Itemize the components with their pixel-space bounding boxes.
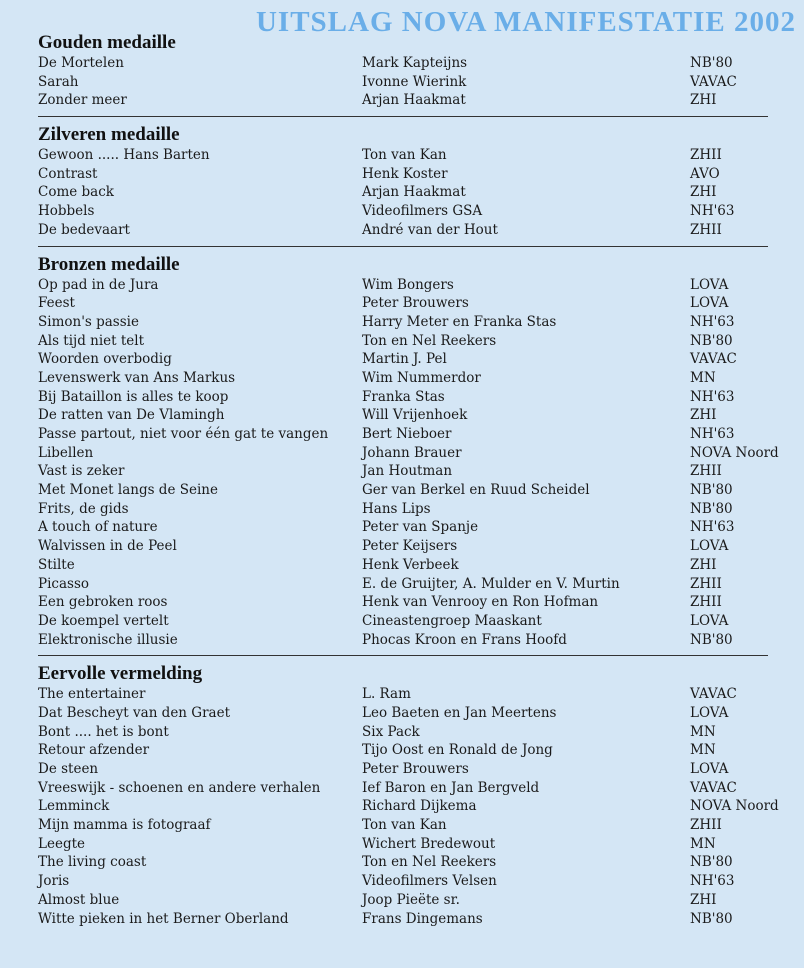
film-title: Lemminck xyxy=(38,798,110,815)
film-title: De koempel vertelt xyxy=(38,612,169,629)
film-title: Als tijd niet telt xyxy=(38,332,145,349)
film-club: NB'80 xyxy=(690,482,733,499)
film-club: NH'63 xyxy=(690,873,735,890)
film-maker: Johann Brauer xyxy=(362,444,462,461)
table-row xyxy=(38,556,768,575)
table-row xyxy=(38,73,768,92)
film-title: The entertainer xyxy=(38,686,146,703)
table-row xyxy=(38,779,768,798)
film-maker: Frans Dingemans xyxy=(362,910,483,927)
page-title: UITSLAG NOVA MANIFESTATIE 2002 xyxy=(255,6,796,38)
film-title: Joris xyxy=(38,873,70,890)
section-divider xyxy=(38,655,768,656)
film-club: ZHII xyxy=(690,575,722,592)
table-row xyxy=(38,593,768,612)
film-club: NB'80 xyxy=(690,910,733,927)
film-club: NOVA Noord xyxy=(690,798,779,815)
film-title: Almost blue xyxy=(38,891,120,908)
film-club: ZHI xyxy=(690,184,717,201)
section-gouden-medaille xyxy=(38,32,768,110)
table-row xyxy=(38,462,768,481)
film-maker: André van der Hout xyxy=(362,221,498,238)
film-maker: Peter van Spanje xyxy=(362,519,479,536)
film-club: ZHII xyxy=(690,147,722,164)
film-title: Levenswerk van Ans Markus xyxy=(38,369,236,386)
film-title: Witte pieken in het Berner Oberland xyxy=(38,910,289,927)
table-row xyxy=(38,685,768,704)
film-maker: Six Pack xyxy=(362,723,420,740)
film-maker: Franka Stas xyxy=(362,388,445,405)
table-row xyxy=(38,500,768,519)
film-club: VAVAC xyxy=(690,686,737,703)
film-maker: E. de Gruijter, A. Mulder en V. Murtin xyxy=(362,575,620,592)
film-maker: Peter Brouwers xyxy=(362,761,469,777)
section-heading: Zilveren medaille xyxy=(38,124,180,146)
table-row xyxy=(38,165,768,184)
section-zilveren-medaille xyxy=(38,124,768,239)
film-club: ZHI xyxy=(690,891,717,908)
film-maker: Ton van Kan xyxy=(362,147,447,164)
film-maker: Videofilmers GSA xyxy=(362,203,483,220)
table-row xyxy=(38,313,768,332)
film-maker: Jan Houtman xyxy=(362,463,453,480)
film-club: NH'63 xyxy=(690,313,735,330)
table-row xyxy=(38,146,768,165)
film-title: Elektronische illusie xyxy=(38,631,178,648)
table-row xyxy=(38,332,768,351)
film-club: AVO xyxy=(690,165,720,182)
film-maker: Arjan Haakmat xyxy=(362,92,466,109)
table-row xyxy=(38,723,768,742)
film-maker: Harry Meter en Franka Stas xyxy=(362,313,557,330)
film-club: VAVAC xyxy=(690,779,737,796)
film-title: Op pad in de Jura xyxy=(38,276,159,293)
table-row xyxy=(38,481,768,500)
table-row xyxy=(38,518,768,537)
table-row xyxy=(38,221,768,240)
film-maker: Tijo Oost en Ronald de Jong xyxy=(362,742,553,759)
film-title: Leegte xyxy=(38,835,85,852)
film-title: Met Monet langs de Seine xyxy=(38,482,218,499)
film-club: NH'63 xyxy=(690,388,735,405)
film-club: LOVA xyxy=(690,538,729,555)
table-row xyxy=(38,350,768,369)
film-club: LOVA xyxy=(690,612,729,629)
table-row xyxy=(38,294,768,313)
film-club: ZHII xyxy=(690,463,722,480)
film-club: MN xyxy=(690,369,716,386)
table-row xyxy=(38,444,779,463)
film-club: ZHII xyxy=(690,817,722,834)
table-row xyxy=(38,369,768,388)
film-club: LOVA xyxy=(690,761,729,777)
table-row xyxy=(38,910,768,929)
film-title: De Mortelen xyxy=(38,55,124,71)
section-heading: Eervolle vermelding xyxy=(38,663,203,685)
film-maker: Wim Nummerdor xyxy=(362,369,481,386)
film-maker: Peter Brouwers xyxy=(362,295,469,312)
table-row xyxy=(38,741,768,760)
film-maker: Cineastengroep Maaskant xyxy=(362,612,542,629)
film-maker: Ton en Nel Reekers xyxy=(362,332,497,349)
film-maker: Wim Bongers xyxy=(362,276,454,293)
film-title: Stilte xyxy=(38,556,75,573)
film-title: Vreeswijk - schoenen en andere verhalen xyxy=(38,779,321,796)
table-row xyxy=(38,388,768,407)
film-maker: L. Ram xyxy=(362,686,411,703)
film-maker: Richard Dijkema xyxy=(362,798,477,815)
film-maker: Peter Keijsers xyxy=(362,538,458,555)
film-title: Come back xyxy=(38,184,114,201)
film-club: LOVA xyxy=(690,295,729,312)
table-row xyxy=(38,202,768,221)
film-maker: Will Vrijenhoek xyxy=(362,407,468,424)
table-row xyxy=(38,760,768,779)
film-club: ZHII xyxy=(690,594,722,611)
film-club: MN xyxy=(690,742,716,759)
film-title: Zonder meer xyxy=(38,92,127,109)
film-maker: Ief Baron en Jan Bergveld xyxy=(362,779,540,796)
table-row xyxy=(38,835,768,854)
results-list xyxy=(38,32,779,928)
film-club: VAVAC xyxy=(690,73,737,90)
film-club: MN xyxy=(690,723,716,740)
table-row xyxy=(38,183,768,202)
film-title: Bij Bataillon is alles te koop xyxy=(38,388,229,405)
film-club: LOVA xyxy=(690,276,729,293)
section-eervolle-vermelding xyxy=(38,663,779,928)
film-club: LOVA xyxy=(690,704,729,721)
film-title: Vast is zeker xyxy=(38,463,125,480)
film-maker: Henk van Venrooy en Ron Hofman xyxy=(362,594,599,611)
table-row xyxy=(38,425,768,444)
table-row xyxy=(38,54,768,73)
film-club: VAVAC xyxy=(690,351,737,368)
section-divider xyxy=(38,246,768,247)
film-club: MN xyxy=(690,835,716,852)
film-maker: Hans Lips xyxy=(362,500,431,517)
section-bronzen-medaille xyxy=(38,253,779,650)
film-title: Simon's passie xyxy=(38,313,139,330)
film-title: Een gebroken roos xyxy=(38,594,168,611)
film-title: Sarah xyxy=(38,73,79,90)
film-maker: Martin J. Pel xyxy=(362,351,447,368)
film-title: Hobbels xyxy=(38,203,95,220)
section-heading: Gouden medaille xyxy=(38,32,176,53)
film-title: Bont .... het is bont xyxy=(38,723,169,740)
table-row xyxy=(38,575,768,594)
film-title: Contrast xyxy=(38,165,98,182)
film-club: ZHI xyxy=(690,407,717,424)
film-maker: Ton en Nel Reekers xyxy=(362,854,497,871)
film-maker: Videofilmers Velsen xyxy=(362,873,497,890)
film-club: NB'80 xyxy=(690,55,733,71)
film-maker: Ivonne Wierink xyxy=(362,73,467,90)
film-maker: Bert Nieboer xyxy=(362,426,452,442)
film-title: De bedevaart xyxy=(38,221,130,238)
film-title: Woorden overbodig xyxy=(38,351,172,368)
table-row xyxy=(38,816,768,835)
film-club: NB'80 xyxy=(690,332,733,349)
film-club: NOVA Noord xyxy=(690,444,779,461)
film-title: Mijn mamma is fotograaf xyxy=(38,817,211,834)
film-maker: Phocas Kroon en Frans Hoofd xyxy=(362,631,567,648)
film-club: ZHI xyxy=(690,92,717,109)
table-row xyxy=(38,276,768,295)
film-title: De ratten van De Vlamingh xyxy=(38,407,225,424)
film-title: De steen xyxy=(38,761,99,777)
film-maker: Henk Koster xyxy=(362,165,448,182)
film-club: NH'63 xyxy=(690,203,735,220)
film-maker: Mark Kapteijns xyxy=(362,55,468,71)
table-row xyxy=(38,631,768,650)
film-club: ZHII xyxy=(690,221,722,238)
table-row xyxy=(38,612,768,631)
film-maker: Henk Verbeek xyxy=(362,556,459,573)
film-maker: Arjan Haakmat xyxy=(362,184,466,201)
table-row xyxy=(38,891,768,910)
film-maker: Leo Baeten en Jan Meertens xyxy=(362,704,557,721)
table-row xyxy=(38,704,768,723)
film-title: Dat Bescheyt van den Graet xyxy=(38,704,230,721)
table-row xyxy=(38,406,768,425)
table-row xyxy=(38,91,768,110)
film-title: A touch of nature xyxy=(38,519,158,536)
table-row xyxy=(38,853,768,872)
film-title: Frits, de gids xyxy=(38,500,129,517)
film-title: Libellen xyxy=(38,444,94,461)
film-maker: Wichert Bredewout xyxy=(362,835,496,852)
section-heading: Bronzen medaille xyxy=(38,253,180,275)
film-title: Passe partout, niet voor één gat te vangen xyxy=(38,426,329,442)
table-row xyxy=(38,797,779,816)
film-title: Picasso xyxy=(38,575,89,592)
film-club: NB'80 xyxy=(690,854,733,871)
film-club: ZHI xyxy=(690,556,717,573)
film-title: Gewoon ..... Hans Barten xyxy=(38,147,210,164)
film-title: Retour afzender xyxy=(38,742,150,759)
film-maker: Ton van Kan xyxy=(362,817,447,834)
film-club: NB'80 xyxy=(690,500,733,517)
film-title: The living coast xyxy=(38,854,147,871)
table-row xyxy=(38,537,768,556)
film-title: Feest xyxy=(38,295,75,312)
film-title: Walvissen in de Peel xyxy=(38,538,177,555)
table-row xyxy=(38,872,768,891)
section-divider xyxy=(38,116,768,117)
film-maker: Ger van Berkel en Ruud Scheidel xyxy=(362,482,590,499)
film-club: NH'63 xyxy=(690,519,735,536)
film-club: NH'63 xyxy=(690,426,735,442)
film-maker: Joop Pieëte sr. xyxy=(362,891,460,908)
film-club: NB'80 xyxy=(690,631,733,648)
